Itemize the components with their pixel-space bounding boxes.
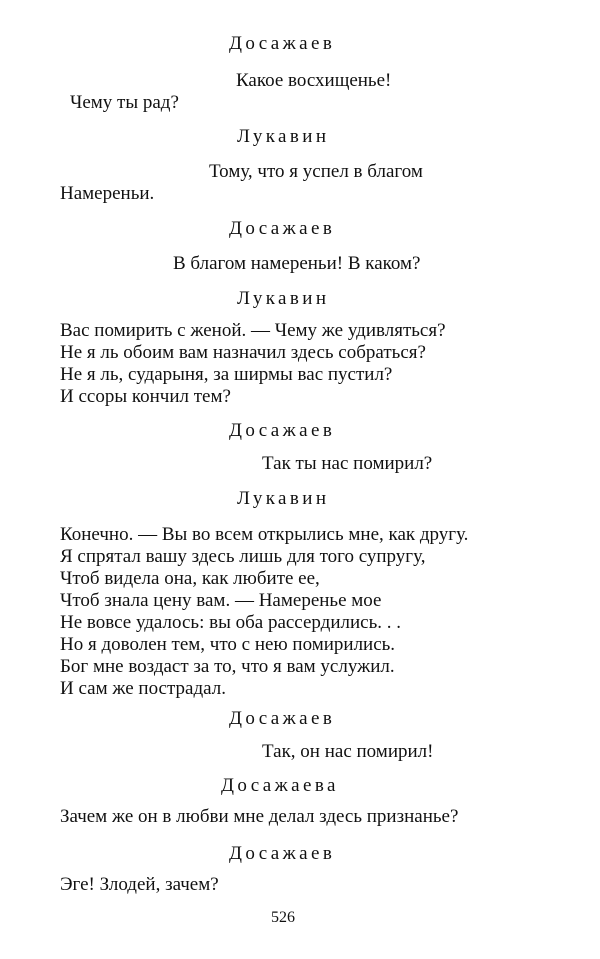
page-number: 526 (271, 909, 295, 926)
speaker-name: Лукавин (237, 126, 330, 147)
verse-line: Эге! Злодей, зачем? (60, 874, 219, 895)
verse-line: Чтоб видела она, как любите ее, (60, 568, 320, 589)
verse-line: Так ты нас помирил? (262, 453, 433, 474)
verse-line: Я спрятал вашу здесь лишь для того супругу, (60, 546, 426, 567)
verse-line: Чтоб знала цену вам. — Намеренье мое (60, 590, 382, 611)
verse-line: Бог мне воздаст за то, что я вам услужил. (60, 656, 395, 677)
speaker-name: Досажаев (229, 33, 336, 54)
verse-line: Какое восхищенье! (236, 70, 392, 91)
verse-line: Не я ль обоим вам назначил здесь собраться? (60, 342, 426, 363)
speaker-name: Досажаев (229, 218, 336, 239)
verse-line: И ссоры кончил тем? (60, 386, 231, 407)
verse-line: Чему ты рад? (70, 92, 179, 113)
verse-line: В благом намереньи! В каком? (173, 253, 421, 274)
verse-line: Так, он нас помирил! (262, 741, 434, 762)
speaker-name: Досажаев (229, 420, 336, 441)
verse-line: Но я доволен тем, что с нею помирились. (60, 634, 396, 655)
speaker-name: Лукавин (237, 488, 330, 509)
verse-line: Намереньи. (60, 183, 155, 204)
verse-line: Зачем же он в любви мне делал здесь признанье? (60, 806, 459, 827)
speaker-name: Досажаев (229, 843, 336, 864)
speaker-name: Досажаев (229, 708, 336, 729)
speaker-name: Лукавин (237, 288, 330, 309)
speaker-name: Досажаева (221, 775, 339, 796)
verse-line: И сам же пострадал. (60, 678, 226, 699)
verse-line: Не я ль, сударыня, за ширмы вас пустил? (60, 364, 393, 385)
verse-line: Тому, что я успел в благом (209, 161, 423, 182)
verse-line: Конечно. — Вы во всем открылись мне, как другу. (60, 524, 469, 545)
verse-line: Вас помирить с женой. — Чему же удивляться? (60, 320, 446, 341)
verse-line: Не вовсе удалось: вы оба рассердились. . . (60, 612, 401, 633)
